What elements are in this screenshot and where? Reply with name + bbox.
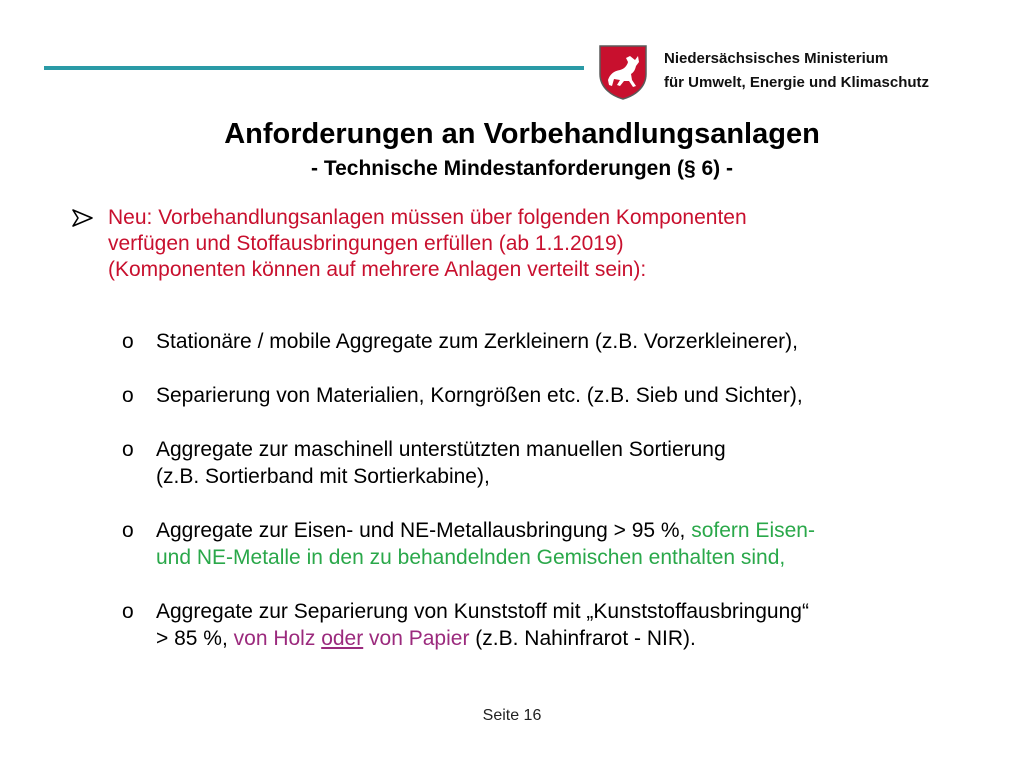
list-item (122, 382, 982, 409)
list-item-text: > 85 %, (156, 627, 234, 650)
list-bullet: o (122, 438, 134, 461)
header-rule (44, 66, 584, 70)
list-item-oder-text: oder (321, 627, 364, 650)
list-item-line (156, 625, 982, 652)
list-item (122, 517, 982, 571)
list-item-line: Aggregate zur Separierung von Kunststoff mit „Kunststoffausbringung“ (156, 600, 809, 623)
component-list (122, 328, 982, 679)
arrow-bullet-icon (72, 209, 94, 227)
list-item-text: (z.B. Nahinfrarot - NIR). (469, 627, 696, 650)
list-item-line: (z.B. Sortierband mit Sortierkabine), (156, 465, 490, 488)
page-title: Anforderungen an Vorbehandlungsanlagen (224, 118, 820, 150)
ministry-line-2: für Umwelt, Energie und Klimaschutz (664, 74, 930, 91)
page-number: Seite 16 (482, 707, 542, 724)
list-bullet: o (122, 330, 134, 353)
lower-saxony-horse-crest-icon (598, 44, 648, 100)
lead-text (108, 205, 932, 283)
list-item (122, 598, 982, 652)
list-item-condition-text: sofern Eisen- (691, 519, 815, 542)
list-item-material-text: von Papier (363, 627, 470, 650)
list-item-line (156, 517, 982, 544)
list-item (122, 436, 982, 490)
list-item-material-text: von Holz (233, 627, 322, 650)
list-bullet: o (122, 519, 134, 542)
page-subtitle: - Technische Mindestanforderungen (§ 6) - (311, 157, 733, 180)
list-item-line: Separierung von Materialien, Korngrößen etc. (z.B. Sieb und Sichter), (156, 384, 803, 407)
lead-bullet (72, 205, 932, 283)
list-bullet: o (122, 600, 134, 623)
ministry-name (664, 47, 929, 95)
list-item-line: Stationäre / mobile Aggregate zum Zerkleinern (z.B. Vorzerkleinerer), (156, 330, 798, 353)
list-item (122, 328, 982, 355)
list-item-line: Aggregate zur maschinell unterstützten manuellen Sortierung (156, 438, 726, 461)
lead-line-3: (Komponenten können auf mehrere Anlagen verteilt sein): (108, 258, 647, 281)
list-bullet: o (122, 384, 134, 407)
list-item-condition-line: und NE-Metalle in den zu behandelnden Gemischen enthalten sind, (156, 546, 786, 569)
list-item-text: Aggregate zur Eisen- und NE-Metallausbringung > 95 %, (156, 519, 692, 542)
lead-line-2: verfügen und Stoffausbringungen erfüllen (ab 1.1.2019) (108, 232, 624, 255)
lead-line-1: Neu: Vorbehandlungsanlagen müssen über folgenden Komponenten (108, 206, 747, 229)
ministry-line-1: Niedersächsisches Ministerium (664, 50, 889, 67)
